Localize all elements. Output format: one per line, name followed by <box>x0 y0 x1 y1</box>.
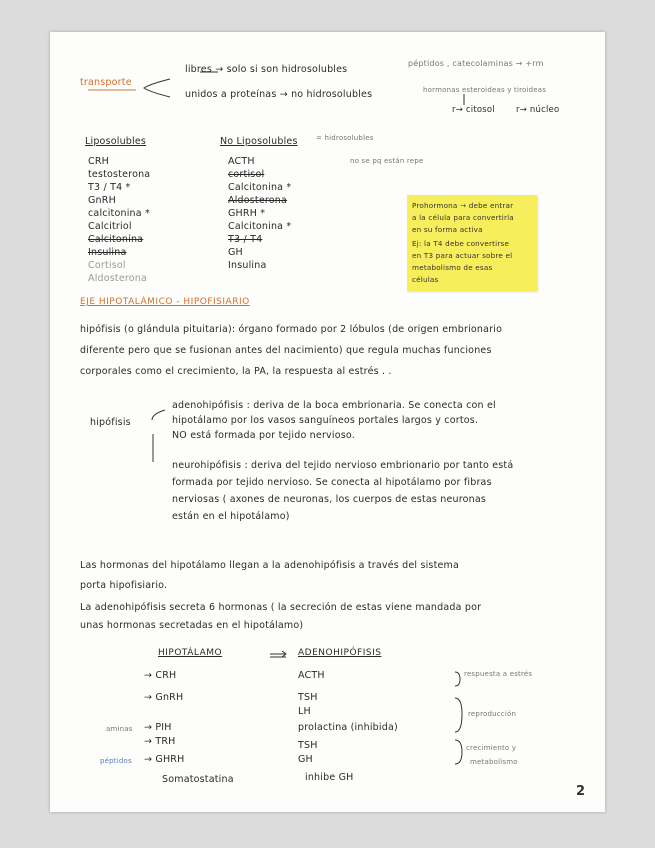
nolipo-item: ACTH <box>228 156 255 167</box>
sticky-note-line: células <box>412 275 439 284</box>
arrow-nucleus: r→ núcleo <box>516 105 560 115</box>
liposolubles-header: Liposolubles <box>85 136 147 147</box>
nolipo-item: Calcitonina * <box>228 182 292 193</box>
table-left-cell: → GnRH <box>144 692 184 703</box>
neuro-line: neurohipófisis : deriva del tejido nervioso embrionario por tanto está <box>172 460 514 471</box>
lipo-item: Calcitriol <box>88 221 132 232</box>
lipo-item-crossed: Calcitonina <box>88 234 144 245</box>
paragraph-line: unas hormonas secretadas en el hipotálamo) <box>80 620 304 631</box>
table-left-cell: → TRH <box>144 736 176 747</box>
table-header-hipotalamo: HIPOTÁLAMO <box>158 648 223 658</box>
paragraph-line: porta hipofisiario. <box>80 580 168 591</box>
section-title: EJE HIPOTALÁMICO - HIPOFISIARIO <box>80 297 250 307</box>
side-note-peptidos: péptidos <box>100 757 132 765</box>
sticky-note-line: en T3 para actuar sobre el <box>412 251 513 260</box>
lipo-item: Cortisol <box>88 260 126 271</box>
group-label: reproducción <box>468 710 517 718</box>
adeno-line: adenohipófisis : deriva de la boca embrionaria. Se conecta con el <box>172 400 496 411</box>
lipo-item: Aldosterona <box>88 273 148 284</box>
transport-branch-free: libres → solo si son hidrosolubles <box>185 64 348 75</box>
page-number: 2 <box>576 784 586 799</box>
neuro-line: formada por tejido nervioso. Se conecta al hipotálamo por fibras <box>172 477 492 488</box>
nolipo-item: Calcitonina * <box>228 221 292 232</box>
table-left-cell: → GHRH <box>144 754 185 765</box>
paragraph-line: corporales como el crecimiento, la PA, la respuesta al estrés . . <box>80 366 392 377</box>
side-note-aminas: aminas <box>106 725 133 733</box>
paragraph-line: diferente pero que se fusionan antes del nacimiento) que regula muchas funciones <box>80 345 492 356</box>
lipo-item: testosterona <box>88 169 151 180</box>
table-right-cell: LH <box>298 706 311 717</box>
table-left-cell: → CRH <box>144 670 177 681</box>
table-header-adenohipofisis: ADENOHIPÓFISIS <box>298 648 382 658</box>
transport-branch-bound-note: hormonas esteroideas y tiroideas <box>423 86 547 94</box>
neuro-line: nerviosas ( axones de neuronas, los cuerpos de estas neuronas <box>172 494 487 505</box>
no-liposolubles-header: No Liposolubles <box>220 136 298 147</box>
transport-branch-bound: unidos a proteínas → no hidrosolubles <box>185 89 373 100</box>
neuro-line: están en el hipotálamo) <box>172 511 290 522</box>
transport-label: transporte <box>80 77 132 88</box>
group-label: metabolismo <box>470 758 518 766</box>
sticky-note <box>407 195 537 291</box>
group-label: crecimiento y <box>466 744 517 752</box>
nolipo-item: Insulina <box>228 260 267 271</box>
table-right-cell: ACTH <box>298 670 325 681</box>
group-label: respuesta a estrés <box>464 670 533 678</box>
paragraph-line: hipófisis (o glándula pituitaria): órgano formado por 2 lóbulos (de origen embrionario <box>80 324 503 335</box>
table-right-cell: TSH <box>298 692 318 703</box>
sticky-note-line: Prohormona → debe entrar <box>412 201 514 210</box>
table-left-cell: Somatostatina <box>162 774 234 785</box>
nolipo-item: GHRH * <box>228 208 266 219</box>
sticky-note-line: a la célula para convertirla <box>412 213 514 222</box>
lipo-item: CRH <box>88 156 109 167</box>
adeno-line: NO está formada por tejido nervioso. <box>172 430 355 441</box>
transport-branch-free-note: péptidos , catecolaminas → +rm <box>408 59 544 68</box>
table-right-cell: inhibe GH <box>305 772 354 783</box>
nolipo-item: GH <box>228 247 243 258</box>
lipo-item: T3 / T4 * <box>88 182 131 193</box>
table-right-cell: TSH <box>298 740 318 751</box>
repe-note: no se pq están repe <box>350 157 424 165</box>
sticky-note-line: metabolismo de esas <box>412 263 493 272</box>
nolipo-item-crossed: cortisol <box>228 169 265 180</box>
hipofisis-label: hipófisis <box>90 417 131 428</box>
lipo-item: GnRH <box>88 195 116 206</box>
adeno-line: hipotálamo por los vasos sanguíneos portales largos y cortos. <box>172 415 479 426</box>
sticky-note-line: en su forma activa <box>412 225 483 234</box>
paragraph-line: La adenohipófisis secreta 6 hormonas ( la secreción de estas viene mandada por <box>80 602 482 613</box>
table-right-cell: GH <box>298 754 313 765</box>
paragraph-line: Las hormonas del hipotálamo llegan a la adenohipófisis a través del sistema <box>80 560 460 571</box>
lipo-item-crossed: Insulina <box>88 247 127 258</box>
nolipo-item-crossed: Aldosterona <box>228 195 288 206</box>
notebook-page <box>50 32 605 812</box>
arrow-cytosol: r→ citosol <box>452 105 495 115</box>
table-right-cell: prolactina (inhibida) <box>298 722 398 733</box>
table-left-cell: → PIH <box>144 722 172 733</box>
hidrosolubles-note: = hidrosolubles <box>316 134 374 142</box>
sticky-note-line: Ej: la T4 debe convertirse <box>412 239 510 248</box>
nolipo-item-crossed: T3 / T4 <box>228 234 263 245</box>
lipo-item: calcitonina * <box>88 208 150 219</box>
